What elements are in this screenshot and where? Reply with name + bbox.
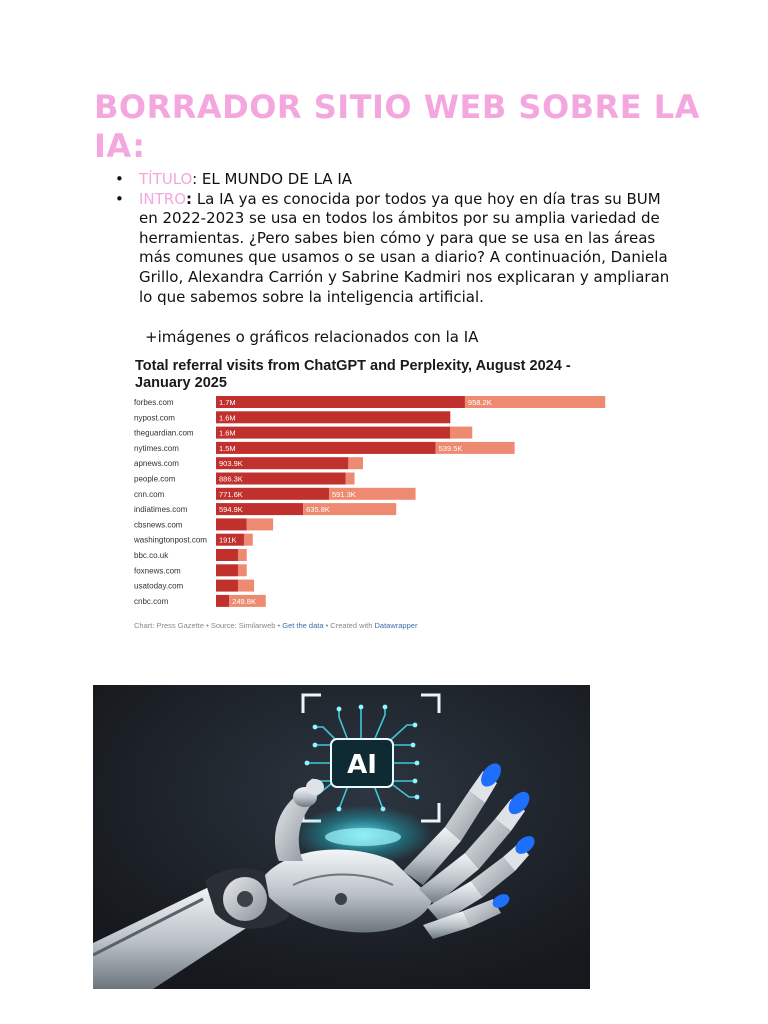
- chart-data-label: 191K: [219, 535, 237, 545]
- chart-data-label: 1.6M: [219, 413, 236, 423]
- chart-category-label: apnews.com: [134, 459, 179, 469]
- chart-data-label: 591.3K: [331, 489, 356, 499]
- chart-data-label: 1.5M: [219, 443, 236, 453]
- chart-title: Total referral visits from ChatGPT and Perplexity, August 2024 - January 2025: [135, 358, 571, 391]
- chart-bar-segment: [216, 427, 450, 439]
- chart-category-label: nytimes.com: [134, 443, 179, 453]
- chart-footer: [134, 621, 417, 630]
- chart-category-label: cnbc.com: [134, 596, 169, 606]
- bullet-item-titulo: [115, 170, 675, 190]
- chart-data-label: 1.6M: [219, 428, 236, 438]
- chart-data-label: 635.8K: [306, 505, 330, 515]
- bullet-separator: :: [192, 170, 198, 188]
- chart-bar-segment: [216, 580, 238, 592]
- chart-data-label: 771.6K: [219, 489, 243, 499]
- chart-bar-segment: [216, 411, 450, 423]
- get-data-link[interactable]: Get the data: [282, 621, 324, 630]
- bullet-separator: :: [186, 189, 193, 208]
- chart-category-label: usatoday.com: [134, 581, 184, 591]
- chart-bar-segment: [216, 518, 247, 530]
- bullet-text: EL MUNDO DE LA IA: [197, 170, 353, 188]
- chart-category-label: bbc.co.uk: [134, 551, 169, 560]
- referral-chart: [128, 352, 632, 634]
- bullet-label: TÍTULO: [139, 170, 193, 188]
- chart-category-label: foxnews.com: [134, 566, 181, 576]
- chart-footer-source: Chart: Press Gazette • Source: Similarweb •: [134, 621, 283, 630]
- chart-data-label: 1.7M: [219, 398, 236, 407]
- chart-bar-segment: [216, 396, 465, 408]
- chart-bar-segment: [450, 427, 472, 439]
- ai-robot-hand-image: [93, 685, 590, 989]
- bullet-list: [115, 170, 675, 307]
- datawrapper-link[interactable]: Datawrapper: [374, 621, 418, 630]
- ai-chip-label: AI: [347, 750, 377, 780]
- chart-data-label: 903.9K: [219, 459, 243, 469]
- bullet-dot: •: [115, 170, 124, 188]
- chart-category-label: forbes.com: [134, 398, 174, 407]
- chart-bar-segment: [244, 534, 253, 546]
- chart-category-label: cbsnews.com: [134, 520, 183, 530]
- chart-category-label: theguardian.com: [134, 428, 194, 438]
- chart-data-label: 594.9K: [219, 505, 243, 515]
- chart-bar-segment: [216, 564, 238, 576]
- robot-hand-illustration: [93, 685, 590, 989]
- chart-svg: [128, 352, 632, 620]
- chart-category-label: people.com: [134, 474, 176, 484]
- chart-bar-segment: [216, 442, 436, 454]
- ai-chip: [331, 739, 393, 787]
- chart-bar-segment: [247, 518, 273, 530]
- chart-bar-segment: [346, 473, 355, 485]
- chart-bar-segment: [238, 549, 247, 561]
- chart-footer-mid: • Created with: [323, 621, 375, 630]
- bullet-item-intro: [115, 190, 675, 308]
- chart-category-label: cnn.com: [134, 489, 165, 499]
- chart-data-label: 539.5K: [438, 443, 463, 453]
- chart-category-label: washingtonpost.com: [134, 535, 207, 545]
- chart-bar-segment: [348, 457, 363, 469]
- bullet-label: INTRO: [139, 189, 187, 208]
- bullet-text: La IA ya es conocida por todos ya que hoy en día tras su BUM en 2022-2023 se usa en todos los ámbitos por su amplia variedad de herramientas. ¿Pero sabes bien cómo y para que se usa en las áreas más comunes que usamos o se usan a diario? A continuación, Daniela Grillo, Alexandra Carrión y Sabrine Kadmiri nos explicaran y ampliaran lo que sabemos sobre la inteligencia artificial.: [139, 189, 670, 306]
- chart-bar-segment: [216, 595, 229, 607]
- chart-bar-segment: [238, 580, 254, 592]
- page-title: BORRADOR SITIO WEB SOBRE LA IA:: [94, 88, 700, 165]
- extra-note: +imágenes o gráficos relacionados con la IA: [145, 328, 479, 346]
- chart-bar-segment: [238, 564, 247, 576]
- chart-category-label: indiatimes.com: [134, 505, 188, 515]
- bullet-dot: •: [115, 189, 124, 208]
- chart-category-label: nypost.com: [134, 413, 175, 423]
- chart-data-label: 886.3K: [219, 474, 243, 484]
- chart-bar-segment: [216, 549, 238, 561]
- chart-data-label: 249.8K: [232, 596, 256, 606]
- chart-data-label: 958.2K: [467, 398, 492, 407]
